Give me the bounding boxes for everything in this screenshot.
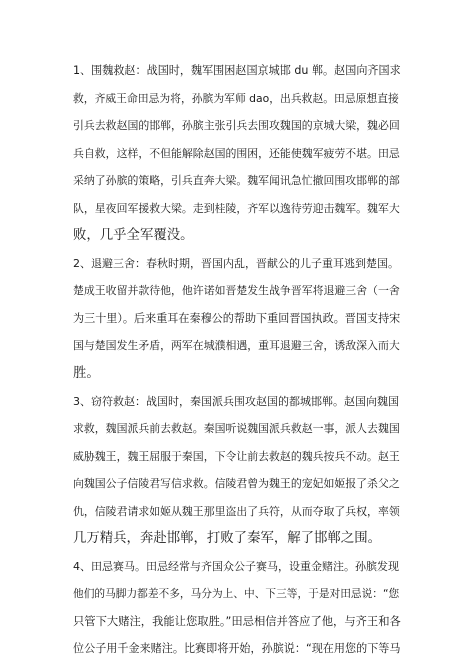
- text-line: 2、退避三舍：春秋时期，晋国内乱，晋献公的儿子重耳逃到楚国。: [73, 256, 399, 270]
- text-line: 国与楚国发生矛盾，两军在城濮相遇，重耳退避三舍，诱敌深入而大: [73, 339, 400, 353]
- text-line: 威胁魏王，魏王屈服于秦国，下令让前去救赵的魏兵按兵不动。赵王: [73, 449, 400, 463]
- text-line: 位公子用千金来赌注。比赛即将开始，孙膑说：“现在用您的下等马: [73, 642, 401, 656]
- text-line: 他们的马脚力都差不多，马分为上、中、下三等，于是对田忌说：“您: [73, 587, 400, 601]
- text-line: 只管下大赌注，我能让您取胜。”田忌相信并答应了他，与齐王和各: [73, 614, 401, 628]
- text-line: 楚成王收留并款待他，他许诺如晋楚发生战争晋军将退避三舍（一舍: [73, 284, 400, 298]
- text-line: 向魏国公子信陵君写信求救。信陵君曾为魏王的宠妃如姬报了杀父之: [73, 477, 400, 491]
- text-line: 救，齐威王命田忌为将，孙膑为军师 dao，出兵救赵。田忌原想直接: [73, 91, 399, 105]
- text-line: 3、窃符救赵：战国时，秦国派兵围攻赵国的都城邯郸。赵国向魏国: [73, 394, 399, 408]
- text-line: 为三十里）。后来重耳在秦穆公的帮助下重回晋国执政。晋国支持宋: [73, 311, 401, 325]
- text-line: 败，几乎全军覆没。: [73, 228, 194, 244]
- text-line: 队，星夜回军援救大梁。走到桂陵，齐军以逸待劳迎击魏军。魏军大: [73, 201, 400, 215]
- text-line: 引兵去救赵国的邯郸，孙膑主张引兵去围攻魏国的京城大梁，魏必回: [73, 119, 400, 133]
- text-line: 采纳了孙膑的策略，引兵直奔大梁。魏军闻讯急忙撤回围攻邯郸的部: [73, 174, 400, 188]
- text-line: 兵自救，这样，不但能解除赵国的围困，还能使魏军疲劳不堪。田忌: [73, 146, 400, 160]
- text-line: 4、田忌赛马。田忌经常与齐国众公子赛马，设重金赌注。孙膑发现: [73, 559, 399, 573]
- text-line: 胜。: [73, 366, 100, 381]
- text-line: 1、围魏救赵：战国时，魏军围困赵国京城邯 du 郸。赵国向齐国求: [73, 64, 401, 77]
- text-line: 仇，信陵君请求如姬从魏王那里盗出了兵符，从而夺取了兵权，率领: [73, 504, 400, 518]
- text-line: 几万精兵，奔赴邯郸，打败了秦军，解了邯郸之围。: [73, 531, 381, 547]
- text-line: 求救，魏国派兵前去救赵。秦国听说魏国派兵救赵一事，派人去魏国: [73, 422, 400, 436]
